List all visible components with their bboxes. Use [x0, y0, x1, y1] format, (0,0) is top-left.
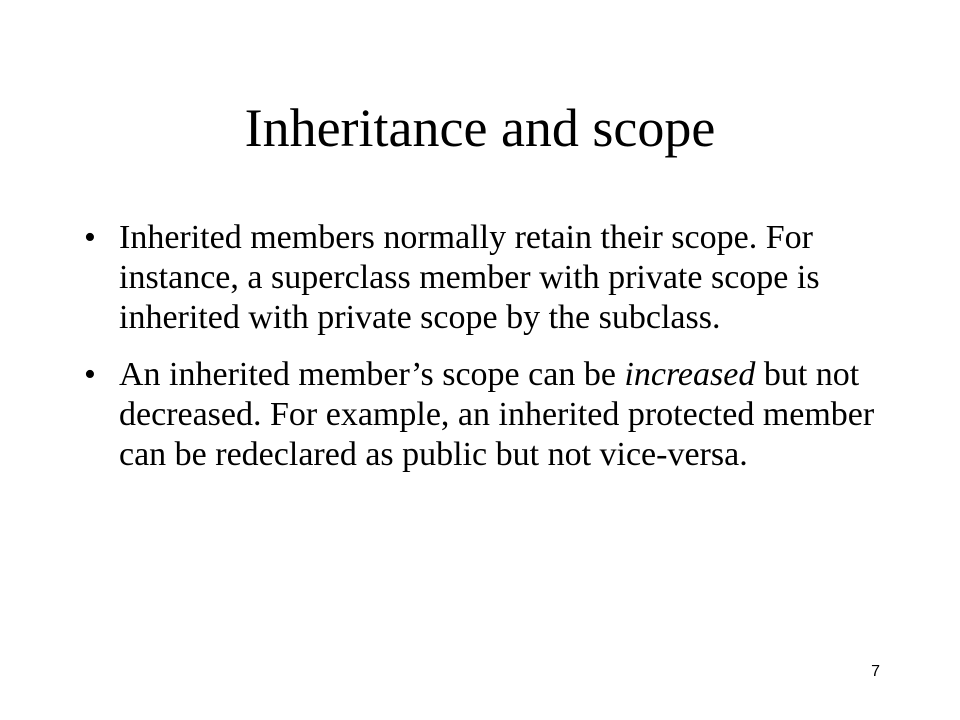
page-number: 7 — [871, 663, 880, 680]
bullet-marker-1: • — [84, 219, 96, 256]
bullet-text-2-before: An inherited member’s scope can be — [119, 356, 625, 393]
bullet-list — [84, 218, 884, 492]
bullet-item-1 — [84, 218, 884, 338]
bullet-text-2 — [119, 355, 884, 475]
bullet-item-2 — [84, 355, 884, 475]
bullet-text-2-emphasis: increased — [624, 356, 756, 393]
bullet-text-2-after: but not decreased. For example, an inherited protected member can be redeclared as public but not vice-versa. — [119, 356, 875, 473]
bullet-marker-2: • — [84, 356, 96, 393]
bullet-text-1: Inherited members normally retain their scope. For instance, a superclass member with private scope is inherited with private scope by the subclass. — [119, 219, 820, 336]
slide-title: Inheritance and scope — [244, 98, 716, 158]
